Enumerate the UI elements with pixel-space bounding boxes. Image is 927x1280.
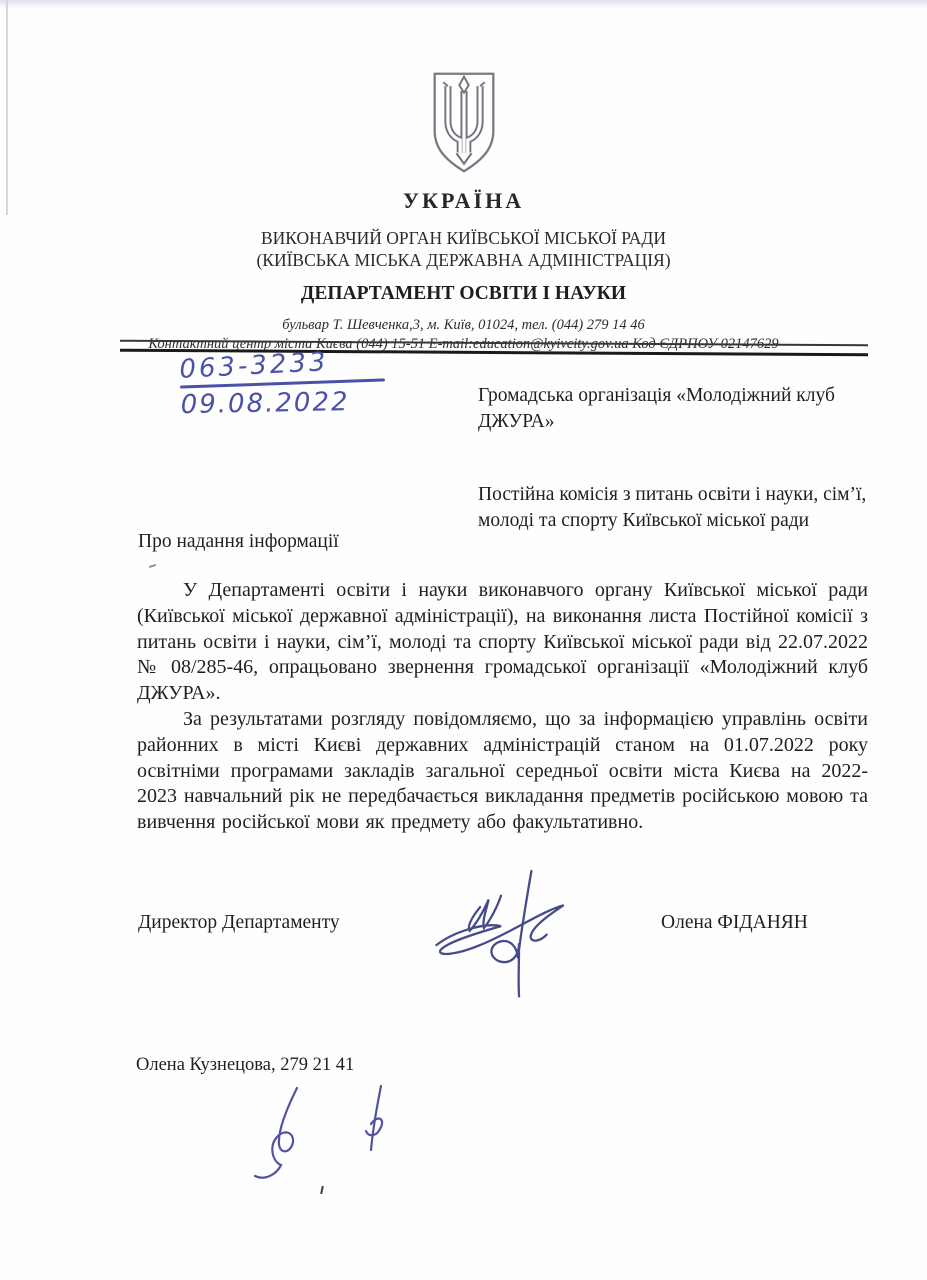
address-line-1: бульвар Т. Шевченка,3, м. Київ, 01024, тел. (044) 279 14 46 xyxy=(282,317,645,333)
address-line-2: Контактний центр міста Києва (044) 15-51 E-mail:education@kyivcity.gov.ua Код ЄДРПОУ 02147629 xyxy=(148,336,779,352)
letter-body xyxy=(137,578,868,836)
handwritten-paraph-mark xyxy=(243,1080,318,1185)
scan-artifact-speck xyxy=(320,1186,324,1194)
handwritten-tick-mark xyxy=(347,1082,392,1157)
department-title: ДЕПАРТАМЕНТ ОСВІТИ І НАУКИ xyxy=(300,283,627,304)
org-line-2: (КИЇВСЬКА МІСЬКА ДЕРЖАВНА АДМІНІСТРАЦІЯ) xyxy=(256,250,671,270)
ukraine-trident-emblem-icon xyxy=(428,70,500,176)
signatory-title: Директор Департаменту xyxy=(138,912,340,933)
body-paragraph-1: У Департаменті освіти і науки виконавчого органу Київської міської ради (Київської міської державної адміністрації), на виконання листа Постійної комісії з питань освіти і науки, сім’ї, молоді та спорту Київської міської ради від 22.07.2022 № 08/285-46, опрацьовано звернення громадської організації «Молодіжний клуб ДЖУРА». xyxy=(137,579,868,705)
handwritten-ref-date: 09.08.2022 xyxy=(180,386,350,420)
signatory-name: Олена ФІДАНЯН xyxy=(661,912,808,933)
recipient-organization: Громадська організація «Молодіжний клуб ДЖУРА» xyxy=(478,385,835,432)
letterhead xyxy=(0,70,927,354)
letter-subject: Про надання інформації xyxy=(138,531,339,552)
executor-contact: Олена Кузнецова, 279 21 41 xyxy=(136,1055,355,1075)
recipient-commission: Постійна комісія з питань освіти і науки, сім’ї, молоді та спорту Київської міської ради xyxy=(478,484,867,531)
org-line-1: ВИКОНАВЧИЙ ОРГАН КИЇВСЬКОЇ МІСЬКОЇ РАДИ xyxy=(260,228,667,248)
scan-artifact-top-shadow xyxy=(0,0,927,9)
body-paragraph-2: За результатами розгляду повідомляємо, що за інформацією управлінь освіти районних в місті Києві державних адміністрацій станом на 01.07.2022 року освітніми програмами закладів загальної середньої освіти міста Києва на 2022-2023 навчальний рік не передбачається викладання предметів російською мовою та вивчення російської мови як предмету або факультативно. xyxy=(137,707,868,834)
recipient-block xyxy=(478,383,883,534)
handwritten-ref-number: 063-3233 xyxy=(178,347,330,385)
handwritten-reference-block xyxy=(179,348,386,419)
scan-artifact-pen-tick xyxy=(149,564,156,568)
director-signature-autograph xyxy=(425,852,577,1004)
country-title: УКРАЇНА xyxy=(402,188,525,213)
